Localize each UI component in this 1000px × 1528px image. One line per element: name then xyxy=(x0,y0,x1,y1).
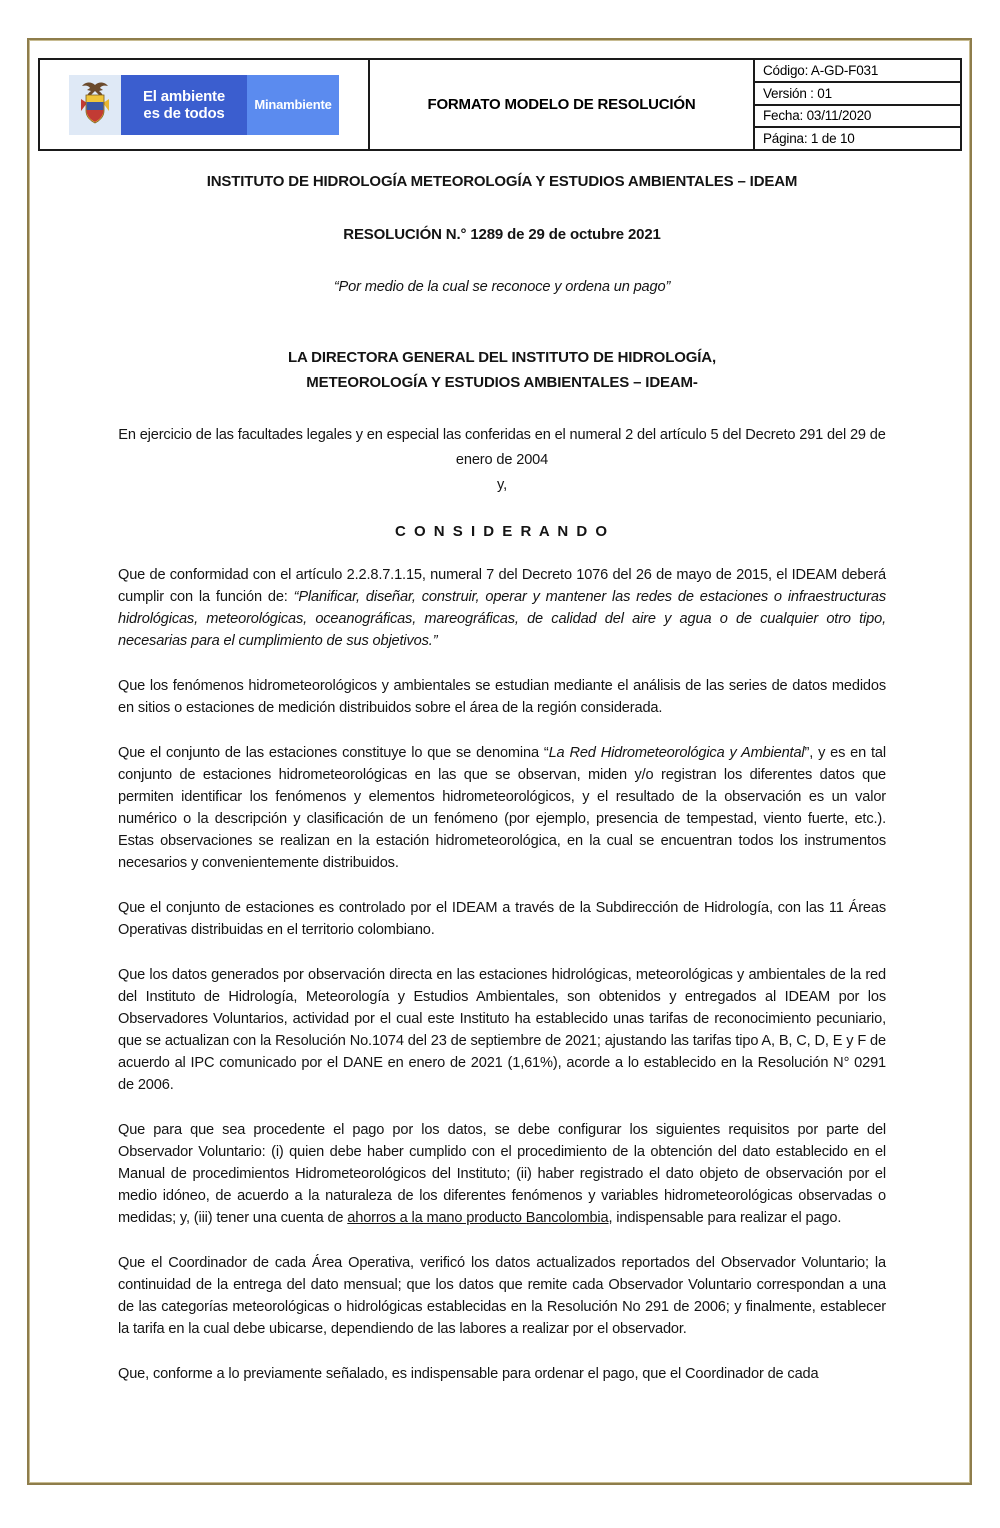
and-word: y, xyxy=(497,477,507,493)
paragraph xyxy=(118,675,886,719)
paragraph-segment: “Planificar, diseñar, construir, operar y mantener las redes de estaciones o infraestructuras hidrológicas, meteorológicas, oceanográficas, mareográficas, de calidad del aire y agua o de cualquier otro tipo, necesarias para el cumplimiento de sus objetivos.” xyxy=(118,589,886,649)
meta-version: Versión : 01 xyxy=(755,83,960,106)
paragraph-segment: Que los datos generados por observación directa en las estaciones hidrológicas, meteorológicas y ambientales de la red del Instituto de Hidrología, Meteorología y Estudios Ambientales, son obtenidos y entregados al IDEAM por los Observadores Voluntarios, actividad por el cual este Instituto ha establecido unas tarifas de reconocimiento pecuniario, que se actualizan con la Resolución No.1074 del 23 de septiembre de 2021; ajustando las tarifas tipo A, B, C, D, E y F de acuerdo al IPC comunicado por el DANE en enero de 2021 (1,61%), acorde a lo establecido en la Resolución N° 0291 de 2006. xyxy=(118,967,886,1093)
page-border-frame xyxy=(27,38,972,1485)
colombia-coat-of-arms-icon xyxy=(69,75,121,135)
logo-main-line2: es de todos xyxy=(143,104,225,122)
document-content xyxy=(118,40,886,1408)
paragraph xyxy=(118,564,886,652)
paragraph-segment: Que de conformidad con el artículo 2.2.8.7.1.15, numeral 7 del Decreto 1076 del 26 de mayo de 2015, el IDEAM deberá cumplir con la función de: xyxy=(118,567,886,605)
authority-line2: METEOROLOGÍA Y ESTUDIOS AMBIENTALES – IDEAM- xyxy=(306,374,698,391)
paragraph-segment: Que para que sea procedente el pago por los datos, se debe configurar los siguientes requisitos por parte del Observador Voluntario: (i) quien debe haber cumplido con el procedimiento de la obtención del dato establecido en el Manual de procedimientos Hidrometeorológicos del Instituto; (ii) haber registrado el dato objeto de observación por el medio idóneo, de acuerdo a la naturaleza de los diferentes fenómenos y variables hidrometeorológicas observadas o medidas; y, (iii) tener una cuenta de xyxy=(118,1122,886,1226)
logo-main-line1: El ambiente xyxy=(143,87,225,105)
resolution-subtitle: “Por medio de la cual se reconoce y ordena un pago” xyxy=(333,279,671,295)
paragraph-segment: Que el conjunto de estaciones es controlado por el IDEAM a través de la Subdirección de Hidrología, con las 11 Áreas Operativas distribuidas en el territorio colombiano. xyxy=(118,900,886,938)
authority-line1: LA DIRECTORA GENERAL DEL INSTITUTO DE HIDROLOGÍA, xyxy=(288,349,716,366)
paragraph-segment: , indispensable para realizar el pago. xyxy=(608,1210,842,1226)
meta-codigo: Código: A-GD-F031 xyxy=(755,60,960,83)
paragraph xyxy=(118,742,886,874)
meta-pagina: Página: 1 de 10 xyxy=(763,131,855,147)
considerando-heading: C O N S I D E R A N D O xyxy=(394,523,610,540)
meta-fecha: Fecha: 03/11/2020 xyxy=(755,106,960,129)
paragraph-segment: Que el conjunto de las estaciones constituye lo que se denomina “ xyxy=(118,745,549,761)
paragraph xyxy=(118,897,886,941)
paragraph-segment: Que, conforme a lo previamente señalado, es indispensable para ordenar el pago, que el Coordinador de cada xyxy=(118,1366,819,1382)
resolution-heading: RESOLUCIÓN N.° 1289 de 29 de octubre 2021 xyxy=(343,226,661,243)
coat-of-arms-svg xyxy=(77,81,113,129)
exercise-statement: En ejercicio de las facultades legales y en especial las conferidas en el numeral 2 del artículo 5 del Decreto 291 del 29 de enero de 2004 xyxy=(118,427,886,468)
paragraph xyxy=(118,1119,886,1229)
header-form-title: FORMATO MODELO DE RESOLUCIÓN xyxy=(370,60,755,149)
paragraph-segment: ahorros a la mano producto Bancolombia xyxy=(347,1210,609,1226)
institution-heading: INSTITUTO DE HIDROLOGÍA METEOROLOGÍA Y ESTUDIOS AMBIENTALES – IDEAM xyxy=(206,173,798,190)
paragraph-segment: La Red Hidrometeorológica y Ambiental xyxy=(548,745,805,761)
logo-sub-label: Minambiente xyxy=(254,97,332,112)
paragraph xyxy=(118,1252,886,1340)
paragraphs xyxy=(118,564,886,1385)
paragraph xyxy=(118,964,886,1096)
paragraph xyxy=(118,1363,886,1385)
paragraph-segment: ”, y es en tal conjunto de estaciones hidrometeorológicas en las que se observan, miden y/o registran los diferentes datos que permiten identificar los fenómenos y elementos hidrometeorológicos, y el resultado de la observación es un valor numérico o la descripción y clasificación de un fenómeno (por ejemplo, presencia de tempestad, viento fuerte, etc.). Estas observaciones se realizan en la estación hidrometeorológica, en la cual se encuentran todos los instrumentos necesarios y convenientemente distribuidos. xyxy=(118,745,886,871)
paragraph-segment: Que el Coordinador de cada Área Operativa, verificó los datos actualizados reportados del Observador Voluntario; la continuidad de la entrega del dato mensual; que los datos que remite cada Observador Voluntario correspondan a una de las categorías meteorológicas o hidrológicas establecidas en la Resolución No 291 de 2006; y finalmente, establecer la tarifa en la cual debe ubicarse, dependiendo de las labores a realizar por el observador. xyxy=(118,1255,886,1337)
authority-heading xyxy=(118,345,886,395)
paragraph-segment: Que los fenómenos hidrometeorológicos y ambientales se estudian mediante el análisis de las series de datos medidos en sitios o estaciones de medición distribuidos sobre el área de la región considerada. xyxy=(118,678,886,716)
